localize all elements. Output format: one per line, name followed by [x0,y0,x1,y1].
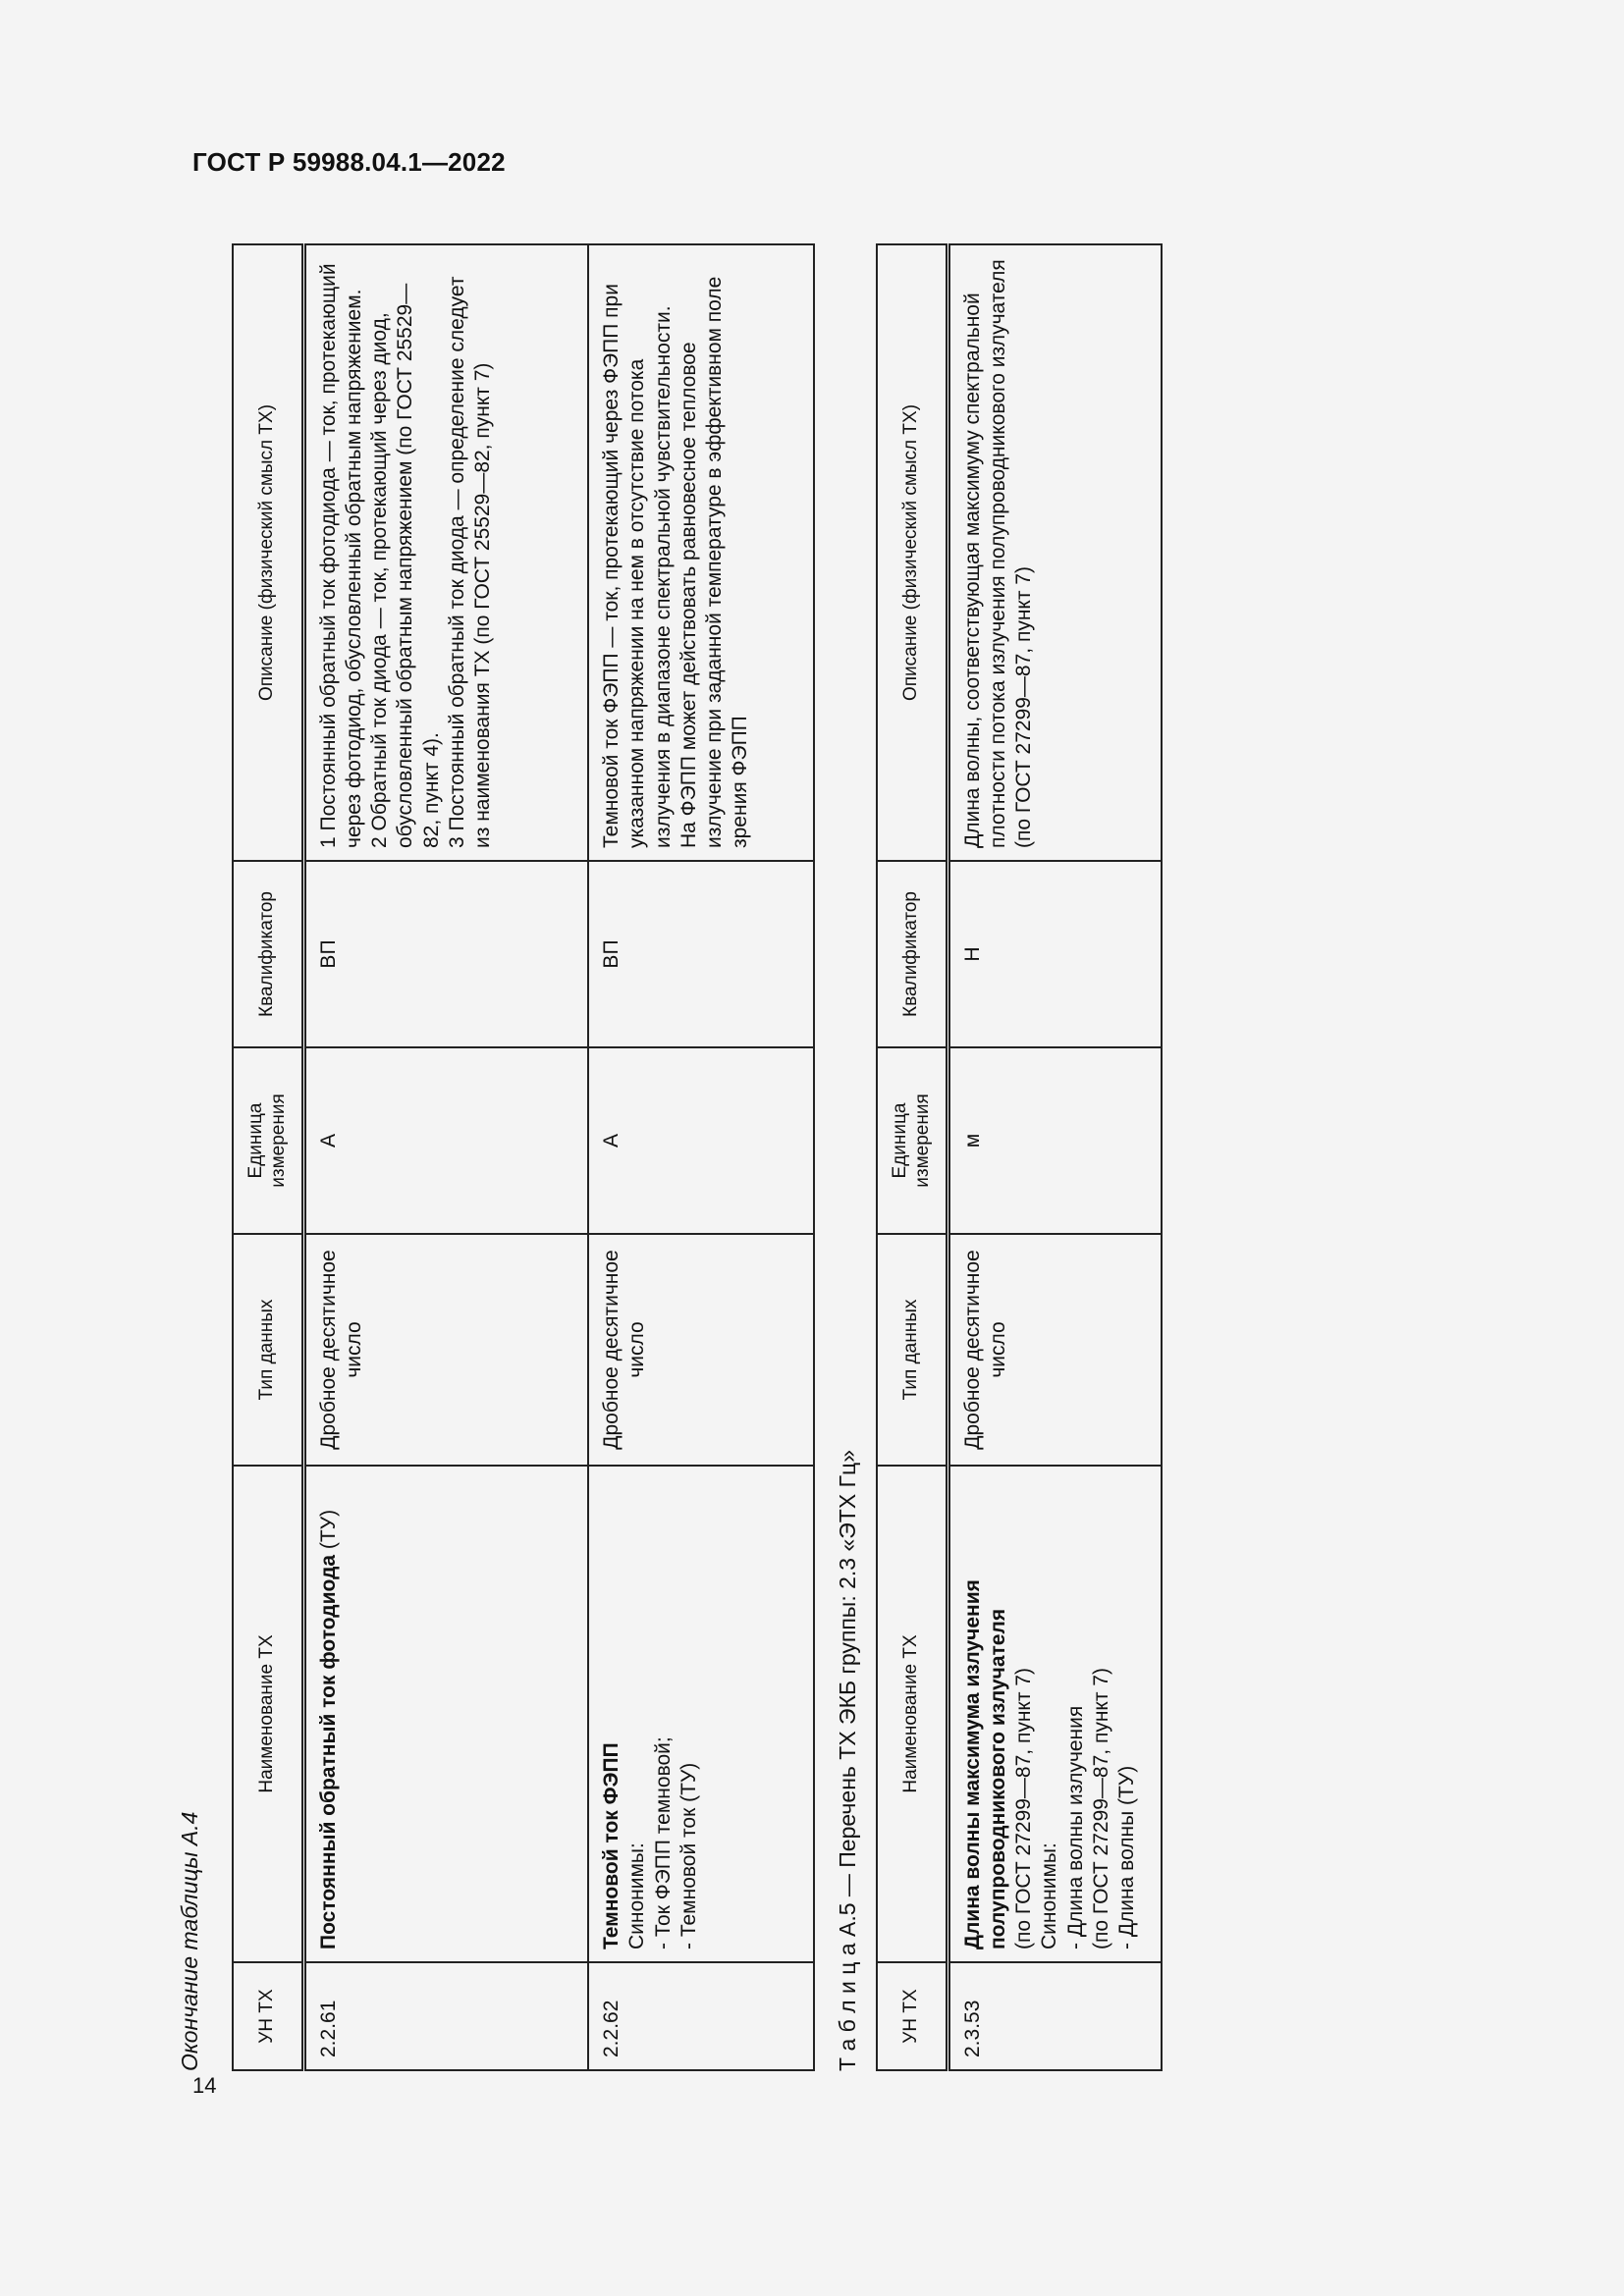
description-line: 1 Постоянный обратный ток фотодиода — ток, протекающий через фотодиод, обусловленный обратным напряжением. [316,263,365,848]
row-type: Дробное десятичное число [588,1234,814,1466]
col-header-id: УН ТХ [877,1962,947,2070]
table-a5-header-row [877,244,947,2070]
row-id: 2.2.61 [303,1962,588,2070]
row-qualifier: ВП [588,861,814,1047]
row-name-line: Синонимы: [1038,1842,1061,1949]
col-header-name: Наименование ТХ [233,1466,303,1962]
col-header-name: Наименование ТХ [877,1466,947,1962]
row-name [303,1466,588,1962]
col-header-description: Описание (физический смысл ТХ) [877,244,947,861]
col-header-qualifier: Квалификатор [877,861,947,1047]
description-line: 3 Постоянный обратный ток диода — определение следует из наименования ТХ (по ГОСТ 25529—82, пункт 7) [445,276,494,848]
description-line: Темновой ток ФЭПП — ток, протекающий через ФЭПП при указанном напряжении на нем в отсутствие потока излучения в диапазоне спектральной чувствительности. [600,284,675,848]
description-line: Длина волны, соответствующая максимуму спектральной плотности потока излучения полупроводникового излучателя (по ГОСТ 27299—87, пункт 7) [960,259,1035,848]
row-id: 2.3.53 [947,1962,1162,2070]
row-name-rest: (ТУ) [316,1509,340,1555]
table-a5-caption: Т а б л и ц а А.5 — Перечень ТХ ЭКБ группы: 2.3 «ЭТХ Гц» [835,1450,860,2071]
row-unit: м [947,1047,1162,1234]
row-name [947,1466,1162,1962]
row-name-line: - Темновой ток (ТУ) [677,1762,700,1949]
row-qualifier: ВП [303,861,588,1047]
table-row [588,244,814,2070]
table-a4-header-row [233,244,303,2070]
row-name-line: - Длина волны излучения [1063,1705,1087,1949]
col-header-type: Тип данных [233,1234,303,1466]
row-type: Дробное десятичное число [947,1234,1162,1466]
row-name [588,1466,814,1962]
col-header-unit: Единица измерения [233,1047,303,1234]
row-name-line: Синонимы: [625,1842,649,1949]
row-name-line: (по ГОСТ 27299—87, пункт 7) [1089,1668,1112,1949]
col-header-type: Тип данных [877,1234,947,1466]
row-name-bold: Темновой ток ФЭПП [600,1742,623,1949]
col-header-qualifier: Квалификатор [233,861,303,1047]
row-type: Дробное десятичное число [303,1234,588,1466]
table-row [947,244,1162,2070]
row-name-line: - Длина волны (ТУ) [1115,1765,1138,1949]
page-number: 14 [192,2073,217,2098]
row-description [947,244,1162,861]
rotated-tables-area [177,216,1198,2071]
row-name-line: - Ток ФЭПП темновой; [651,1736,675,1949]
row-qualifier: Н [947,861,1162,1047]
row-id: 2.2.62 [588,1962,814,2070]
col-header-id: УН ТХ [233,1962,303,2070]
row-unit: А [588,1047,814,1234]
col-header-unit: Единица измерения [877,1047,947,1234]
row-name-bold: Постоянный обратный ток фотодиода [316,1554,340,1949]
table-a4 [232,243,815,2071]
table-a4-caption: Окончание таблицы А.4 [177,1811,202,2071]
row-description [303,244,588,861]
row-name-line: (по ГОСТ 27299—87, пункт 7) [1012,1668,1035,1949]
description-line: На ФЭПП может действовать равновесное тепловое излучение при заданной температуре в эффективном поле зрения ФЭПП [677,276,752,848]
document-header: ГОСТ Р 59988.04.1—2022 [192,147,506,177]
row-unit: А [303,1047,588,1234]
row-name-bold: Длина волны максимума излучения полупроводникового излучателя [960,1579,1009,1949]
description-line: 2 Обратный ток диода — ток, протекающий через диод, обусловленный обратным напряжением (по ГОСТ 25529—82, пункт 4). [368,283,443,848]
row-description [588,244,814,861]
table-a5 [876,243,1163,2071]
col-header-description: Описание (физический смысл ТХ) [233,244,303,861]
table-row [303,244,588,2070]
